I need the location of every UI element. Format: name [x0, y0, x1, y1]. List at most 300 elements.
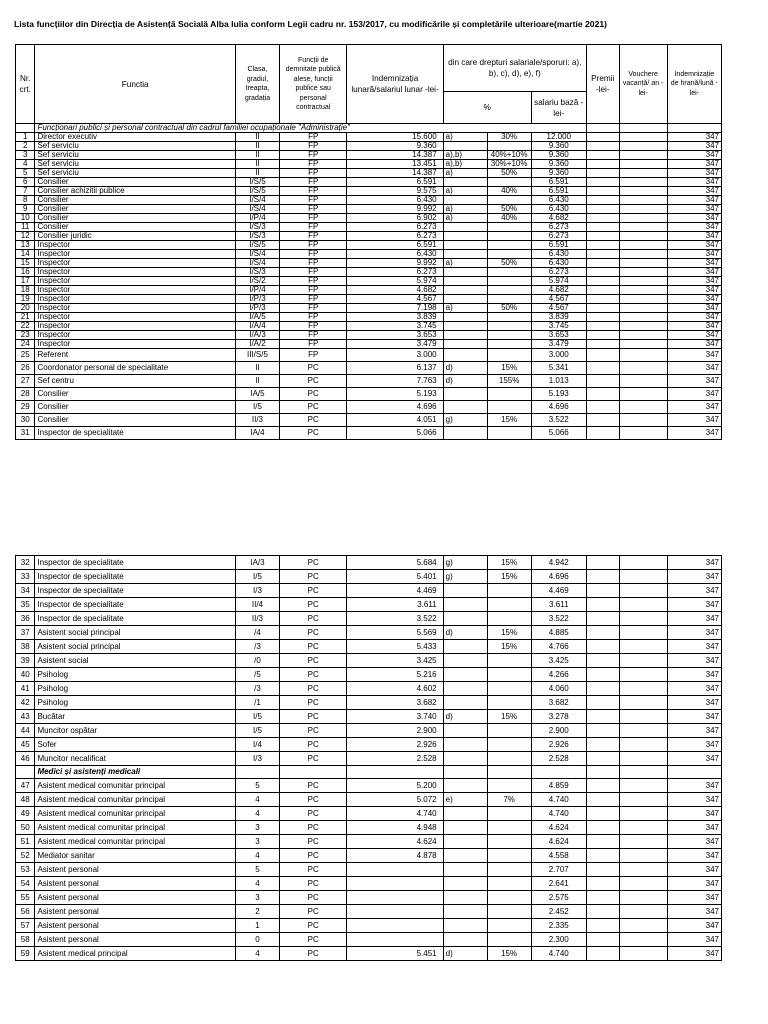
voucher-cell	[619, 133, 667, 142]
function-name: Psiholog	[35, 696, 236, 710]
bonus-percent: 15%	[487, 710, 531, 724]
position-type: PC	[279, 388, 347, 401]
function-name: Inspector	[35, 340, 236, 349]
voucher-cell	[619, 570, 667, 584]
position-type: FP	[279, 214, 347, 223]
row-number: 33	[16, 570, 35, 584]
monthly-salary: 5.072	[347, 793, 443, 807]
voucher-cell	[619, 313, 667, 322]
grade: I/S/5	[235, 241, 279, 250]
header-functia: Functia	[35, 45, 236, 124]
voucher-cell	[619, 277, 667, 286]
function-name: Consilier	[35, 414, 236, 427]
base-salary: 4.469	[531, 584, 586, 598]
table-row	[16, 696, 722, 710]
function-name: Asistent social principal	[35, 626, 236, 640]
table-row	[16, 905, 722, 919]
base-salary: 9.360	[531, 169, 586, 178]
base-salary: 5.341	[531, 362, 586, 375]
voucher-cell	[619, 793, 667, 807]
base-salary: 9.360	[531, 160, 586, 169]
row-number: 14	[16, 250, 35, 259]
bonus-cell	[586, 682, 619, 696]
row-number: 25	[16, 349, 35, 362]
grade: /3	[235, 640, 279, 654]
meal-allowance: 347	[667, 905, 721, 919]
base-salary: 4.624	[531, 821, 586, 835]
position-type: PC	[279, 710, 347, 724]
bonus-cell	[586, 268, 619, 277]
meal-allowance: 347	[667, 807, 721, 821]
base-salary: 2.300	[531, 933, 586, 947]
row-number: 56	[16, 905, 35, 919]
grade: I/3	[235, 752, 279, 766]
row-number: 12	[16, 232, 35, 241]
meal-allowance: 347	[667, 362, 721, 375]
bonus-code: e)	[443, 793, 487, 807]
table-row	[16, 654, 722, 668]
table-row	[16, 807, 722, 821]
bonus-percent	[487, 696, 531, 710]
meal-allowance: 347	[667, 877, 721, 891]
position-type: FP	[279, 187, 347, 196]
bonus-cell	[586, 947, 619, 961]
function-name: Sef serviciu	[35, 160, 236, 169]
table-row	[16, 160, 722, 169]
bonus-code	[443, 821, 487, 835]
row-number: 8	[16, 196, 35, 205]
table-row	[16, 268, 722, 277]
header-clasa: Clasa, gradul, treapta, gradația	[235, 45, 279, 124]
bonus-code	[443, 250, 487, 259]
function-name: Consilier	[35, 223, 236, 232]
row-number: 6	[16, 178, 35, 187]
meal-allowance: 347	[667, 313, 721, 322]
voucher-cell	[619, 304, 667, 313]
function-name: Coordonator personal de specialitate	[35, 362, 236, 375]
bonus-cell	[586, 277, 619, 286]
row-number: 45	[16, 738, 35, 752]
voucher-cell	[619, 612, 667, 626]
bonus-code	[443, 142, 487, 151]
monthly-salary: 4.567	[347, 295, 443, 304]
base-salary: 2.452	[531, 905, 586, 919]
bonus-percent: 155%	[487, 375, 531, 388]
grade: I/S/5	[235, 178, 279, 187]
bonus-code	[443, 241, 487, 250]
meal-allowance: 347	[667, 205, 721, 214]
row-number: 39	[16, 654, 35, 668]
position-type: FP	[279, 331, 347, 340]
grade: 4	[235, 793, 279, 807]
grade: I/S/4	[235, 205, 279, 214]
grade: IA/3	[235, 556, 279, 570]
monthly-salary: 13.451	[347, 160, 443, 169]
base-salary: 9.360	[531, 151, 586, 160]
grade: I/S/3	[235, 223, 279, 232]
position-type: PC	[279, 807, 347, 821]
row-number: 28	[16, 388, 35, 401]
table-row	[16, 556, 722, 570]
bonus-code	[443, 223, 487, 232]
bonus-code: a),b)	[443, 160, 487, 169]
monthly-salary: 4.051	[347, 414, 443, 427]
position-type: FP	[279, 349, 347, 362]
monthly-salary: 3.000	[347, 349, 443, 362]
row-number: 32	[16, 556, 35, 570]
base-salary: 6.430	[531, 196, 586, 205]
table-row	[16, 142, 722, 151]
base-salary: 6.273	[531, 223, 586, 232]
bonus-cell	[586, 793, 619, 807]
position-type: FP	[279, 322, 347, 331]
bonus-percent: 50%	[487, 205, 531, 214]
monthly-salary	[347, 933, 443, 947]
meal-allowance: 347	[667, 223, 721, 232]
base-salary: 2.575	[531, 891, 586, 905]
table-row	[16, 169, 722, 178]
monthly-salary: 4.948	[347, 821, 443, 835]
function-name: Inspector	[35, 322, 236, 331]
bonus-cell	[586, 863, 619, 877]
function-name: Inspector	[35, 241, 236, 250]
position-type: PC	[279, 427, 347, 440]
bonus-code	[443, 268, 487, 277]
function-name: Psiholog	[35, 668, 236, 682]
function-name: Inspector	[35, 259, 236, 268]
base-salary: 4.740	[531, 793, 586, 807]
table-row	[16, 214, 722, 223]
meal-allowance: 347	[667, 556, 721, 570]
function-name: Consilier achizitii publice	[35, 187, 236, 196]
table-row	[16, 835, 722, 849]
table-row	[16, 821, 722, 835]
bonus-code	[443, 752, 487, 766]
bonus-cell	[586, 241, 619, 250]
voucher-cell	[619, 849, 667, 863]
bonus-cell	[586, 710, 619, 724]
grade: 5	[235, 779, 279, 793]
table-row	[16, 891, 722, 905]
bonus-percent: 50%	[487, 259, 531, 268]
row-number: 50	[16, 821, 35, 835]
position-type: PC	[279, 793, 347, 807]
voucher-cell	[619, 340, 667, 349]
bonus-cell	[586, 388, 619, 401]
row-number: 30	[16, 414, 35, 427]
base-salary: 2.335	[531, 919, 586, 933]
base-salary: 2.900	[531, 724, 586, 738]
salary-table-part-1	[15, 44, 722, 440]
bonus-cell	[586, 304, 619, 313]
grade: II	[235, 133, 279, 142]
monthly-salary: 2.900	[347, 724, 443, 738]
meal-allowance: 347	[667, 654, 721, 668]
table-row	[16, 779, 722, 793]
row-number: 55	[16, 891, 35, 905]
grade: 3	[235, 835, 279, 849]
bonus-cell	[586, 196, 619, 205]
header-vouchere: Vouchere vacanță/ an -lei-	[619, 45, 667, 124]
bonus-cell	[586, 584, 619, 598]
table-row	[16, 933, 722, 947]
bonus-code: g)	[443, 570, 487, 584]
bonus-percent	[487, 738, 531, 752]
voucher-cell	[619, 779, 667, 793]
base-salary: 4.696	[531, 401, 586, 414]
grade: 2	[235, 905, 279, 919]
meal-allowance: 347	[667, 598, 721, 612]
function-name: Asistent medical comunitar principal	[35, 779, 236, 793]
base-salary: 3.425	[531, 654, 586, 668]
base-salary: 4.859	[531, 779, 586, 793]
bonus-cell	[586, 752, 619, 766]
bonus-code	[443, 178, 487, 187]
bonus-code	[443, 779, 487, 793]
table-row	[16, 277, 722, 286]
row-number: 42	[16, 696, 35, 710]
voucher-cell	[619, 556, 667, 570]
meal-allowance: 347	[667, 779, 721, 793]
meal-allowance: 347	[667, 682, 721, 696]
bonus-code: d)	[443, 362, 487, 375]
meal-allowance: 347	[667, 375, 721, 388]
bonus-percent: 15%	[487, 570, 531, 584]
position-type: PC	[279, 849, 347, 863]
bonus-code	[443, 349, 487, 362]
function-name: Asistent medical comunitar principal	[35, 807, 236, 821]
base-salary: 3.839	[531, 313, 586, 322]
base-salary: 4.740	[531, 807, 586, 821]
position-type: PC	[279, 877, 347, 891]
bonus-code	[443, 668, 487, 682]
table-row	[16, 349, 722, 362]
monthly-salary: 3.745	[347, 322, 443, 331]
meal-allowance: 347	[667, 626, 721, 640]
position-type: PC	[279, 779, 347, 793]
bonus-cell	[586, 779, 619, 793]
meal-allowance: 347	[667, 947, 721, 961]
grade: I/S/3	[235, 232, 279, 241]
monthly-salary: 6.273	[347, 223, 443, 232]
base-salary: 4.567	[531, 295, 586, 304]
function-name: Mediator sanitar	[35, 849, 236, 863]
table-row	[16, 151, 722, 160]
bonus-code	[443, 724, 487, 738]
base-salary: 5.193	[531, 388, 586, 401]
base-salary: 4.766	[531, 640, 586, 654]
bonus-cell	[586, 738, 619, 752]
bonus-percent	[487, 232, 531, 241]
row-number: 59	[16, 947, 35, 961]
bonus-cell	[586, 133, 619, 142]
monthly-salary: 5.216	[347, 668, 443, 682]
meal-allowance: 347	[667, 250, 721, 259]
grade: 5	[235, 863, 279, 877]
monthly-salary: 3.425	[347, 654, 443, 668]
bonus-cell	[586, 205, 619, 214]
meal-allowance: 347	[667, 388, 721, 401]
base-salary: 2.641	[531, 877, 586, 891]
bonus-cell	[586, 151, 619, 160]
voucher-cell	[619, 654, 667, 668]
table-row	[16, 710, 722, 724]
voucher-cell	[619, 427, 667, 440]
meal-allowance: 347	[667, 133, 721, 142]
base-salary: 6.273	[531, 268, 586, 277]
header-functii-demnitate: Funcții de demnitate publică alese, funcții publice sau personal contractual	[279, 45, 347, 124]
bonus-cell	[586, 331, 619, 340]
position-type: FP	[279, 196, 347, 205]
bonus-percent	[487, 724, 531, 738]
voucher-cell	[619, 414, 667, 427]
meal-allowance: 347	[667, 232, 721, 241]
row-number: 47	[16, 779, 35, 793]
grade: 4	[235, 849, 279, 863]
position-type: PC	[279, 401, 347, 414]
salary-table-part-2	[15, 555, 722, 961]
row-number: 41	[16, 682, 35, 696]
meal-allowance: 347	[667, 178, 721, 187]
voucher-cell	[619, 232, 667, 241]
bonus-cell	[586, 821, 619, 835]
bonus-percent	[487, 807, 531, 821]
grade: 0	[235, 933, 279, 947]
table-row	[16, 187, 722, 196]
grade: 4	[235, 947, 279, 961]
monthly-salary: 5.066	[347, 427, 443, 440]
bonus-percent	[487, 821, 531, 835]
function-name: Muncitor ospătar	[35, 724, 236, 738]
voucher-cell	[619, 322, 667, 331]
grade: I/P/4	[235, 286, 279, 295]
base-salary: 6.591	[531, 241, 586, 250]
monthly-salary: 5.569	[347, 626, 443, 640]
meal-allowance: 347	[667, 738, 721, 752]
monthly-salary	[347, 891, 443, 905]
monthly-salary: 6.430	[347, 196, 443, 205]
header-procent: %	[443, 92, 531, 124]
section-title-administratie: Funcționari publici și personal contractual din cadrul familiei ocupaționale "Administrație"	[35, 124, 586, 133]
bonus-code	[443, 933, 487, 947]
bonus-percent: 30%+10%	[487, 160, 531, 169]
monthly-salary: 2.926	[347, 738, 443, 752]
bonus-percent: 15%	[487, 947, 531, 961]
position-type: PC	[279, 598, 347, 612]
row-number: 3	[16, 151, 35, 160]
base-salary: 3.745	[531, 322, 586, 331]
function-name: Consilier	[35, 388, 236, 401]
bonus-code: a)	[443, 214, 487, 223]
meal-allowance: 347	[667, 835, 721, 849]
bonus-percent	[487, 654, 531, 668]
position-type: PC	[279, 640, 347, 654]
voucher-cell	[619, 142, 667, 151]
table-row	[16, 584, 722, 598]
grade: 4	[235, 807, 279, 821]
grade: II	[235, 160, 279, 169]
meal-allowance: 347	[667, 214, 721, 223]
monthly-salary: 7.198	[347, 304, 443, 313]
meal-allowance: 347	[667, 640, 721, 654]
base-salary: 5.066	[531, 427, 586, 440]
base-salary: 4.740	[531, 947, 586, 961]
function-name: Inspector de specialitate	[35, 570, 236, 584]
monthly-salary: 14.387	[347, 169, 443, 178]
voucher-cell	[619, 738, 667, 752]
function-name: Director executiv	[35, 133, 236, 142]
bonus-cell	[586, 142, 619, 151]
monthly-salary: 5.193	[347, 388, 443, 401]
function-name: Sef serviciu	[35, 151, 236, 160]
voucher-cell	[619, 362, 667, 375]
position-type: PC	[279, 738, 347, 752]
monthly-salary: 5.684	[347, 556, 443, 570]
function-name: Sef serviciu	[35, 142, 236, 151]
position-type: FP	[279, 250, 347, 259]
grade: I/S/4	[235, 250, 279, 259]
base-salary: 4.885	[531, 626, 586, 640]
row-number: 11	[16, 223, 35, 232]
row-number: 21	[16, 313, 35, 322]
voucher-cell	[619, 626, 667, 640]
header-din-care: din care drepturi salariale/sporuri: a), b), c), d), e), f)	[443, 45, 586, 92]
meal-allowance: 347	[667, 710, 721, 724]
bonus-cell	[586, 891, 619, 905]
voucher-cell	[619, 696, 667, 710]
row-number: 31	[16, 427, 35, 440]
position-type: FP	[279, 259, 347, 268]
bonus-percent	[487, 849, 531, 863]
meal-allowance: 347	[667, 340, 721, 349]
bonus-percent	[487, 388, 531, 401]
function-name: Consilier	[35, 196, 236, 205]
monthly-salary: 9.575	[347, 187, 443, 196]
bonus-cell	[586, 401, 619, 414]
grade: I/S/2	[235, 277, 279, 286]
bonus-cell	[586, 169, 619, 178]
row-number: 49	[16, 807, 35, 821]
function-name: Inspector	[35, 286, 236, 295]
table-row	[16, 178, 722, 187]
base-salary: 4.266	[531, 668, 586, 682]
meal-allowance: 347	[667, 891, 721, 905]
monthly-salary: 6.273	[347, 232, 443, 241]
bonus-cell	[586, 414, 619, 427]
row-number: 16	[16, 268, 35, 277]
table-row	[16, 250, 722, 259]
monthly-salary: 5.200	[347, 779, 443, 793]
voucher-cell	[619, 863, 667, 877]
function-name: Consilier	[35, 214, 236, 223]
grade: III/S/5	[235, 349, 279, 362]
table-row	[16, 322, 722, 331]
bonus-code	[443, 598, 487, 612]
position-type: PC	[279, 752, 347, 766]
monthly-salary: 7.763	[347, 375, 443, 388]
meal-allowance: 347	[667, 933, 721, 947]
meal-allowance: 347	[667, 612, 721, 626]
meal-allowance: 347	[667, 304, 721, 313]
row-number: 58	[16, 933, 35, 947]
table-row	[16, 738, 722, 752]
bonus-code: g)	[443, 556, 487, 570]
grade: I/A/4	[235, 322, 279, 331]
bonus-cell	[586, 259, 619, 268]
function-name: Asistent medical comunitar principal	[35, 821, 236, 835]
base-salary: 6.430	[531, 250, 586, 259]
base-salary: 3.682	[531, 696, 586, 710]
